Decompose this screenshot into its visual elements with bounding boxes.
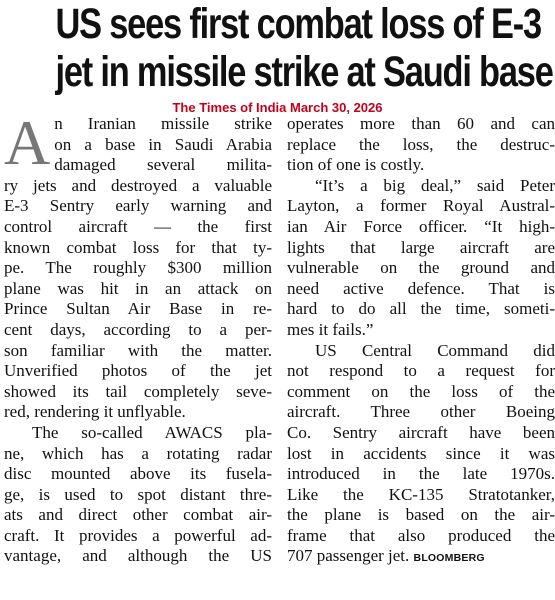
article-line: comment on the loss of the	[287, 381, 555, 401]
article-line: damaged several milita-	[54, 155, 272, 175]
article-line: vulnerable on the ground and	[287, 258, 555, 278]
drop-cap-paragraph	[4, 107, 272, 178]
article-line: ne, which has a rotating radar	[4, 443, 272, 463]
article-line: ge, is used to spot distant thre-	[4, 484, 272, 504]
dateline: The Times of India March 30, 2026	[172, 100, 383, 115]
article-line: ats and direct other combat air-	[4, 505, 272, 525]
article-line: “It’s a big deal,” said Peter	[315, 175, 555, 195]
article-line: Prince Sultan Air Base in re-	[4, 299, 272, 319]
article-line-text: 707 passenger jet.	[287, 546, 410, 566]
credit-byline: BLOOMBERG	[413, 552, 485, 565]
article-line: lights that large aircraft are	[287, 237, 555, 257]
article-line: mes it fails.”	[287, 319, 374, 339]
article-line: Unverified photos of the jet	[4, 361, 272, 381]
article-line: Like the KC-135 Stratotanker,	[287, 484, 555, 504]
article-line: hard to do all the time, someti-	[287, 299, 555, 319]
article-line: The so-called AWACS pla-	[32, 422, 272, 442]
article-line: US Central Command did	[315, 340, 555, 360]
article-line-final	[287, 546, 555, 567]
article-line: showed its tail completely seve-	[4, 381, 272, 401]
article-line: frame that also produced the	[287, 525, 555, 545]
article-line: known combat loss for that ty-	[4, 237, 272, 257]
article-line: n Iranian missile strike	[54, 114, 272, 133]
article-line: craft. It provides a powerful ad-	[4, 525, 272, 545]
article-line: cent days, according to a per-	[4, 319, 272, 339]
article-line: pe. The roughly $300 million	[4, 258, 272, 278]
article-line: not respond to a request for	[287, 361, 555, 381]
article-line: red, rendering it unflyable.	[4, 402, 186, 422]
article-line: E-3 Sentry early warning and	[4, 196, 272, 216]
article-line: vantage, and although the US	[4, 546, 272, 566]
article-line: ry jets and destroyed a valuable	[4, 175, 272, 195]
article-line: son familiar with the matter.	[4, 340, 272, 360]
article-line: aircraft. Three other Boeing	[287, 402, 555, 422]
headline-line-1: US sees first combat loss of E-3	[55, 0, 541, 48]
headline-line-2: jet in missile strike at Saudi base	[55, 48, 553, 96]
article-line: the plane is based on the air-	[287, 505, 555, 525]
article-line: replace the loss, the destruc-	[287, 134, 555, 154]
article-column-2	[287, 114, 555, 567]
article-line: tion of one is costly.	[287, 155, 425, 175]
article-line: control aircraft — the first	[4, 216, 272, 236]
article-line: ian Air Force officer. “It high-	[287, 216, 555, 236]
article-line: plane was hit in an attack on	[4, 278, 272, 298]
article-line: operates more than 60 and can	[287, 114, 555, 133]
article-line: Layton, a former Royal Austral-	[287, 196, 555, 216]
article-column-1	[4, 107, 272, 567]
drop-cap: A	[4, 107, 51, 178]
article-line: disc mounted above its fusela-	[4, 464, 272, 484]
article-line: on a base in Saudi Arabia	[54, 134, 272, 154]
article-line: need active defence. That is	[287, 278, 555, 298]
article-line: introduced in the late 1970s.	[287, 464, 555, 484]
article-line: Co. Sentry aircraft have been	[287, 422, 555, 442]
article-line: lost in accidents since it was	[287, 443, 555, 463]
